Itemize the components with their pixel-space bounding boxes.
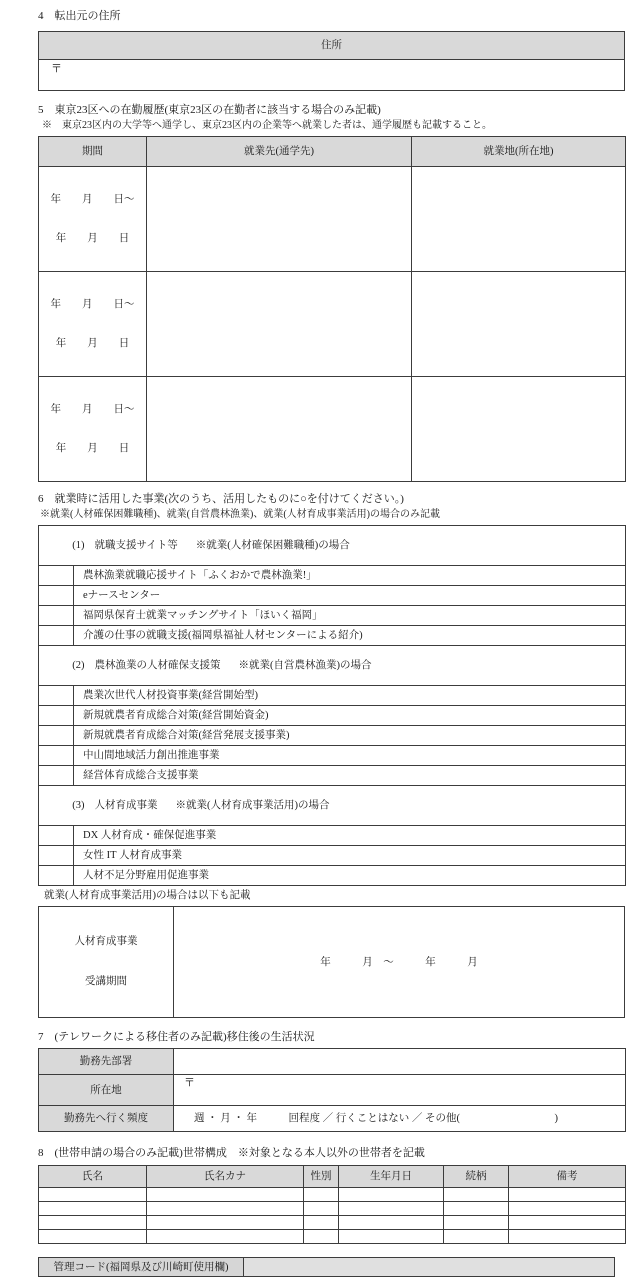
group-title: 人材育成事業 (94, 800, 158, 811)
program-row (39, 606, 626, 626)
circle-mark-cell[interactable] (39, 746, 74, 766)
household-input-cell[interactable] (444, 1230, 509, 1244)
training-period-label (39, 907, 174, 1018)
circle-mark-cell[interactable] (39, 866, 74, 886)
commute-frequency-options[interactable]: 週 ・ 月 ・ 年 回程度 ／ 行くことはない ／ その他( ) (174, 1106, 626, 1132)
household-input-cell[interactable] (147, 1188, 304, 1202)
relationship-column-header: 続柄 (444, 1166, 509, 1188)
program-row (39, 726, 626, 746)
circle-mark-cell[interactable] (39, 706, 74, 726)
work-history-row (39, 167, 626, 272)
address-input-cell[interactable] (39, 60, 625, 91)
period-from: 年 月 日～ (50, 194, 135, 205)
household-input-cell[interactable] (444, 1202, 509, 1216)
circle-mark-cell[interactable] (39, 626, 74, 646)
household-input-cell[interactable] (39, 1202, 147, 1216)
circle-mark-cell[interactable] (39, 586, 74, 606)
section-used-programs (38, 492, 625, 1018)
program-row (39, 566, 626, 586)
program-group-heading (39, 786, 626, 826)
group-condition: ※就業(人材確保困難職種)の場合 (195, 540, 350, 551)
household-input-cell[interactable] (39, 1216, 147, 1230)
program-row (39, 866, 626, 886)
commute-frequency-label: 勤務先へ行く頻度 (39, 1106, 174, 1132)
workplace-column-header: 就業先(通学先) (147, 137, 412, 167)
group-number: (2) (72, 660, 85, 671)
section4-heading: 4 転出元の住所 (38, 10, 121, 22)
period-input-cell[interactable] (39, 167, 147, 272)
period-to: 年 月 日 (55, 233, 130, 244)
workplace-input-cell[interactable] (147, 377, 412, 482)
program-group-heading (39, 526, 626, 566)
worklocation-input-cell[interactable] (412, 167, 626, 272)
section-telework-life (38, 1030, 625, 1132)
program-checklist-table (38, 525, 626, 886)
program-label: 福岡県保育士就業マッチングサイト「ほいく福岡」 (74, 606, 626, 626)
workplace-input-cell[interactable] (147, 167, 412, 272)
household-input-cell[interactable] (444, 1188, 509, 1202)
tokyo-work-history-table (38, 136, 626, 482)
household-input-cell[interactable] (339, 1202, 444, 1216)
gender-column-header: 性別 (304, 1166, 339, 1188)
program-label: 介護の仕事の就職支援(福岡県福祉人材センターによる紹介) (74, 626, 626, 646)
office-location-input-cell[interactable]: 〒 (174, 1075, 626, 1106)
training-followup-note: 就業(人材育成事業活用)の場合は以下も記載 (44, 890, 251, 901)
admin-code-table (38, 1257, 615, 1277)
period-column-header: 期間 (39, 137, 147, 167)
address-column-header: 住所 (39, 32, 625, 60)
program-group-heading (39, 646, 626, 686)
program-label: 人材不足分野雇用促進事業 (74, 866, 626, 886)
household-input-cell[interactable] (339, 1188, 444, 1202)
circle-mark-cell[interactable] (39, 686, 74, 706)
section5-note: ※ 東京23区内の大学等へ通学し、東京23区内の企業等へ就業した者は、通学履歴も記載すること。 (42, 120, 492, 131)
period-from: 年 月 日～ (50, 404, 135, 415)
moveout-address-table (38, 31, 625, 91)
circle-mark-cell[interactable] (39, 726, 74, 746)
section7-heading: 7 (テレワークによる移住者のみ記載)移住後の生活状況 (38, 1031, 315, 1043)
birthdate-column-header: 生年月日 (339, 1166, 444, 1188)
household-input-cell[interactable] (147, 1202, 304, 1216)
training-period-table (38, 906, 625, 1018)
worklocation-column-header: 就業地(所在地) (412, 137, 626, 167)
group-number: (1) (72, 540, 85, 551)
household-input-cell[interactable] (39, 1188, 147, 1202)
group-title: 就職支援サイト等 (94, 540, 178, 551)
kana-column-header: 氏名カナ (147, 1166, 304, 1188)
worklocation-input-cell[interactable] (412, 377, 626, 482)
section-household (38, 1146, 625, 1244)
office-location-label: 所在地 (39, 1075, 174, 1106)
period-input-cell[interactable] (39, 377, 147, 482)
program-label: 経営体育成総合支援事業 (74, 766, 626, 786)
program-row (39, 826, 626, 846)
postal-mark: 〒 (51, 63, 62, 75)
household-input-cell[interactable] (509, 1216, 626, 1230)
admin-code-label: 管理コード(福岡県及び川崎町使用欄) (39, 1258, 244, 1277)
worklocation-input-cell[interactable] (412, 272, 626, 377)
household-input-cell[interactable] (444, 1216, 509, 1230)
program-row (39, 846, 626, 866)
household-input-cell[interactable] (304, 1230, 339, 1244)
program-label: 新規就農者育成総合対策(経営発展支援事業) (74, 726, 626, 746)
work-history-row (39, 377, 626, 482)
program-row (39, 746, 626, 766)
remarks-column-header: 備考 (509, 1166, 626, 1188)
household-table (38, 1165, 626, 1244)
program-row (39, 766, 626, 786)
household-input-cell[interactable] (39, 1230, 147, 1244)
program-label: DX 人材育成・確保促進事業 (74, 826, 626, 846)
household-row (39, 1216, 626, 1230)
group-title: 農林漁業の人材確保支援策 (94, 660, 221, 671)
circle-mark-cell[interactable] (39, 826, 74, 846)
group-condition: ※就業(自営農林漁業)の場合 (238, 660, 372, 671)
household-row (39, 1188, 626, 1202)
period-from: 年 月 日～ (50, 299, 135, 310)
group-condition: ※就業(人材育成事業活用)の場合 (175, 800, 330, 811)
section6-heading: 6 就業時に活用した事業(次のうち、活用したものに○を付けてください。) (38, 493, 404, 505)
household-input-cell[interactable] (147, 1230, 304, 1244)
household-input-cell[interactable] (509, 1202, 626, 1216)
program-label: eナースセンター (74, 586, 626, 606)
program-label: 農業次世代人材投資事業(経営開始型) (74, 686, 626, 706)
program-row (39, 586, 626, 606)
admin-code-input-cell[interactable] (244, 1258, 615, 1277)
circle-mark-cell[interactable] (39, 606, 74, 626)
household-input-cell[interactable] (304, 1188, 339, 1202)
telework-status-table (38, 1048, 626, 1132)
household-row (39, 1230, 626, 1244)
section6-note: ※就業(人材確保困難職種)、就業(自営農林漁業)、就業(人材育成事業活用)の場合のみ記載 (40, 509, 440, 520)
program-label: 新規就農者育成総合対策(経営開始資金) (74, 706, 626, 726)
workplace-input-cell[interactable] (147, 272, 412, 377)
period-to: 年 月 日 (55, 338, 130, 349)
period-input-cell[interactable] (39, 272, 147, 377)
training-period-label-line2: 受講期間 (85, 976, 127, 987)
program-label: 女性 IT 人材育成事業 (74, 846, 626, 866)
circle-mark-cell[interactable] (39, 846, 74, 866)
program-row (39, 626, 626, 646)
department-label: 勤務先部署 (39, 1049, 174, 1075)
program-row (39, 706, 626, 726)
program-row (39, 686, 626, 706)
household-input-cell[interactable] (304, 1202, 339, 1216)
household-input-cell[interactable] (509, 1188, 626, 1202)
department-input-cell[interactable] (174, 1049, 626, 1075)
household-input-cell[interactable] (339, 1216, 444, 1230)
household-input-cell[interactable] (339, 1230, 444, 1244)
section-moveout-address (38, 9, 625, 91)
circle-mark-cell[interactable] (39, 766, 74, 786)
household-input-cell[interactable] (304, 1216, 339, 1230)
household-input-cell[interactable] (147, 1216, 304, 1230)
section8-heading: 8 (世帯申請の場合のみ記載)世帯構成 ※対象となる本人以外の世帯者を記載 (38, 1147, 425, 1159)
name-column-header: 氏名 (39, 1166, 147, 1188)
group-number: (3) (72, 800, 85, 811)
household-input-cell[interactable] (509, 1230, 626, 1244)
training-period-input-cell[interactable]: 年 月 ～ 年 月 (174, 907, 625, 1018)
circle-mark-cell[interactable] (39, 566, 74, 586)
work-history-row (39, 272, 626, 377)
training-period-label-line1: 人材育成事業 (74, 936, 138, 947)
program-label: 農林漁業就職応援サイト「ふくおかで農林漁業!」 (74, 566, 626, 586)
section5-heading: 5 東京23区への在勤履歴(東京23区の在勤者に該当する場合のみ記載) (38, 104, 381, 116)
household-row (39, 1202, 626, 1216)
section-tokyo-work-history (38, 103, 625, 482)
period-to: 年 月 日 (55, 443, 130, 454)
program-label: 中山間地域活力創出推進事業 (74, 746, 626, 766)
